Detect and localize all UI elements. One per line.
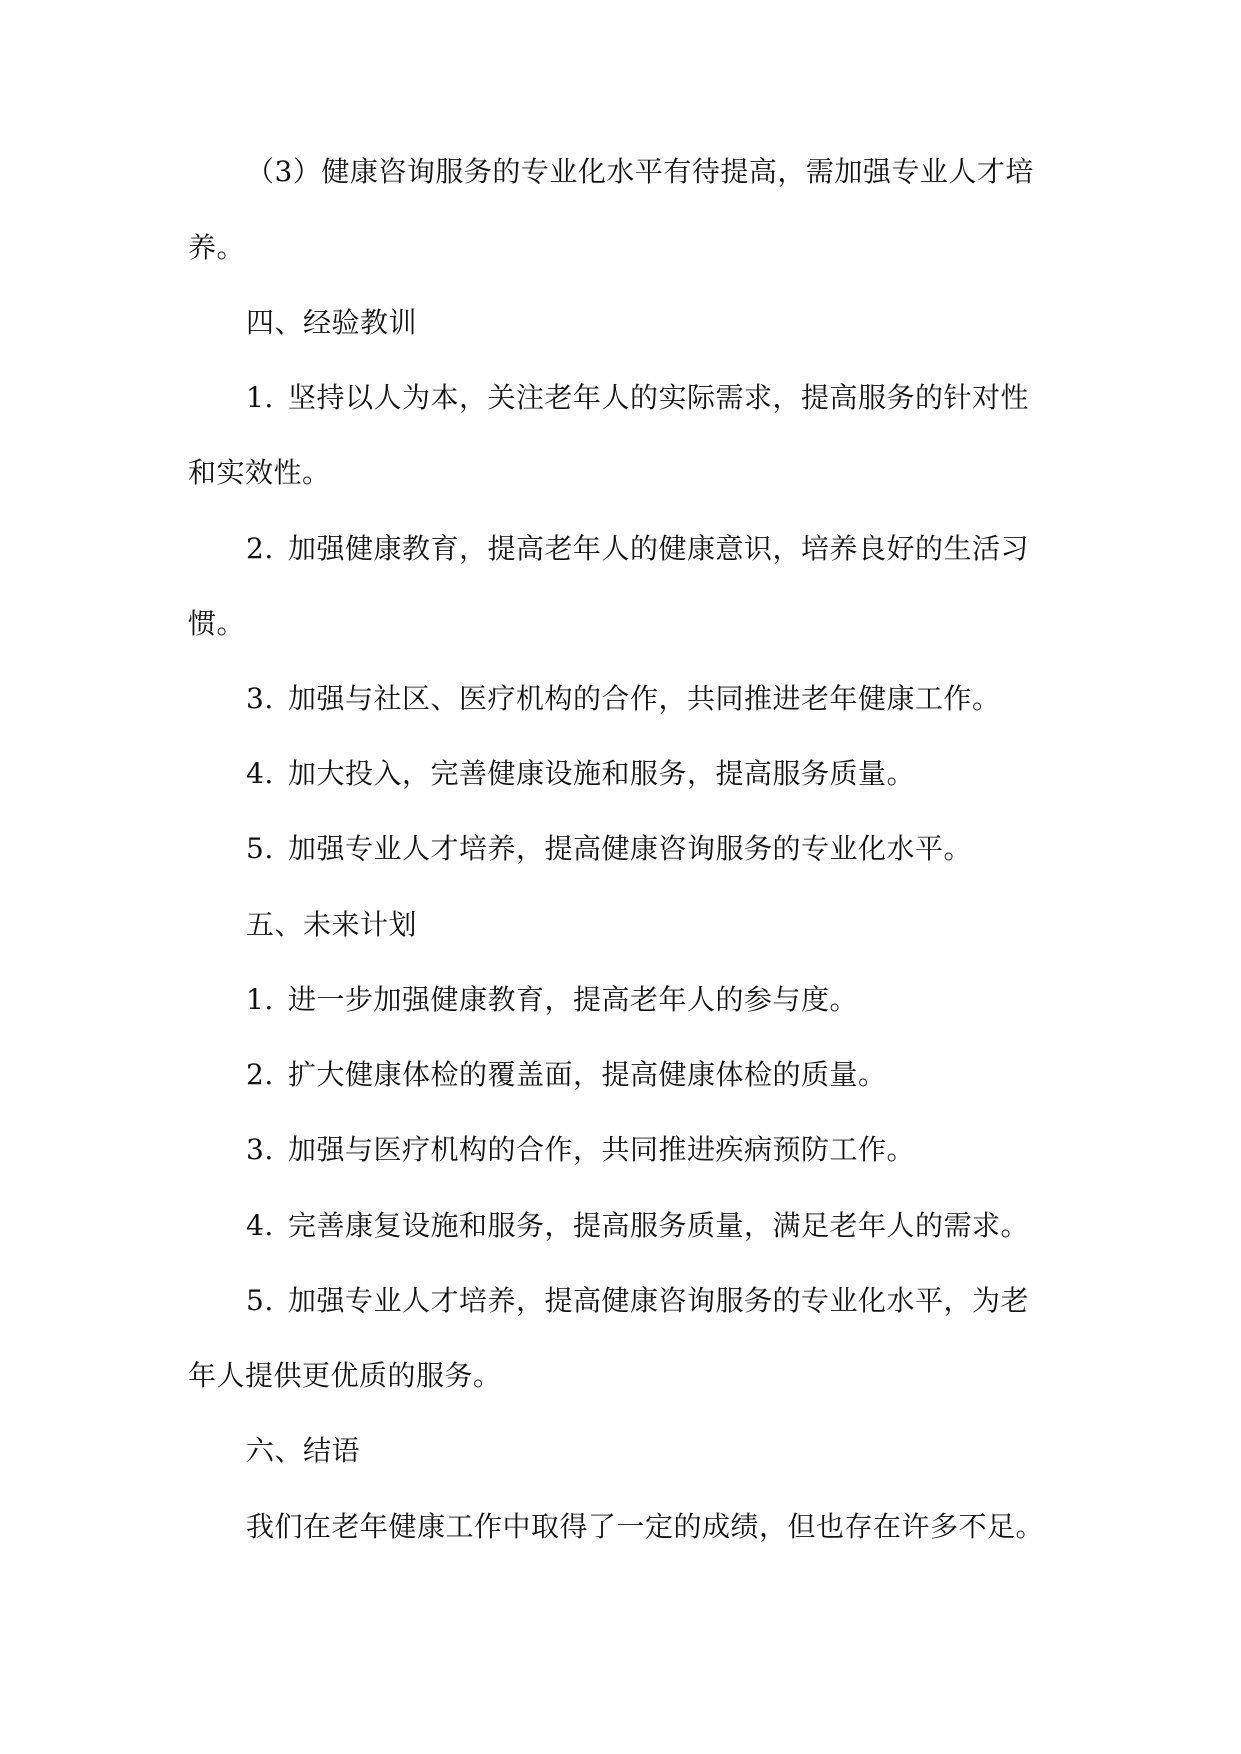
list-text: 加强专业人才培养，提高健康咨询服务的专业化水平。 bbox=[288, 832, 973, 865]
paragraph-line: 我们在老年健康工作中取得了一定的成绩，但也存在许多不足。 bbox=[246, 1510, 1045, 1543]
list-text: 加大投入，完善健康设施和服务，提高服务质量。 bbox=[288, 757, 916, 790]
list-number: 1. bbox=[246, 381, 274, 414]
section-heading-conclusion: 六、结语 bbox=[246, 1434, 361, 1467]
paragraph-line: 和实效性。 bbox=[188, 456, 331, 489]
list-text: 加强健康教育，提高老年人的健康意识，培养良好的生活习 bbox=[288, 532, 1030, 565]
list-number: 5. bbox=[246, 1284, 274, 1317]
list-item bbox=[246, 679, 1001, 719]
list-text: 坚持以人为本，关注老年人的实际需求，提高服务的针对性 bbox=[288, 381, 1030, 414]
list-item bbox=[246, 378, 1029, 418]
section-heading-future-plans: 五、未来计划 bbox=[246, 908, 418, 941]
list-number: 5. bbox=[246, 832, 274, 865]
list-item bbox=[246, 1206, 1029, 1246]
list-number: 2. bbox=[246, 1058, 274, 1091]
paragraph-line: 养。 bbox=[188, 231, 246, 264]
list-item bbox=[246, 1055, 887, 1095]
list-number: 3. bbox=[246, 1133, 274, 1166]
list-text: 加强专业人才培养，提高健康咨询服务的专业化水平，为老 bbox=[288, 1284, 1030, 1317]
list-number: 3. bbox=[246, 682, 274, 715]
list-item bbox=[246, 980, 858, 1020]
list-text: 扩大健康体检的覆盖面，提高健康体检的质量。 bbox=[288, 1058, 887, 1091]
list-item bbox=[246, 1130, 915, 1170]
list-number: 1. bbox=[246, 983, 274, 1016]
paragraph-line: 年人提供更优质的服务。 bbox=[188, 1359, 502, 1392]
paragraph-line: 惯。 bbox=[188, 607, 246, 640]
list-number: 4. bbox=[246, 1209, 274, 1242]
list-item bbox=[246, 1281, 1029, 1321]
list-text: 加强与社区、医疗机构的合作，共同推进老年健康工作。 bbox=[288, 682, 1001, 715]
list-item bbox=[246, 754, 915, 794]
list-number: 4. bbox=[246, 757, 274, 790]
list-item bbox=[246, 829, 972, 869]
list-text: 完善康复设施和服务，提高服务质量，满足老年人的需求。 bbox=[288, 1209, 1030, 1242]
list-text: 加强与医疗机构的合作，共同推进疾病预防工作。 bbox=[288, 1133, 916, 1166]
list-item bbox=[246, 529, 1029, 569]
section-heading-lessons: 四、经验教训 bbox=[246, 306, 418, 339]
list-text: 进一步加强健康教育，提高老年人的参与度。 bbox=[288, 983, 859, 1016]
paragraph-line: （3）健康咨询服务的专业化水平有待提高，需加强专业人才培 bbox=[246, 155, 1034, 188]
list-number: 2. bbox=[246, 532, 274, 565]
